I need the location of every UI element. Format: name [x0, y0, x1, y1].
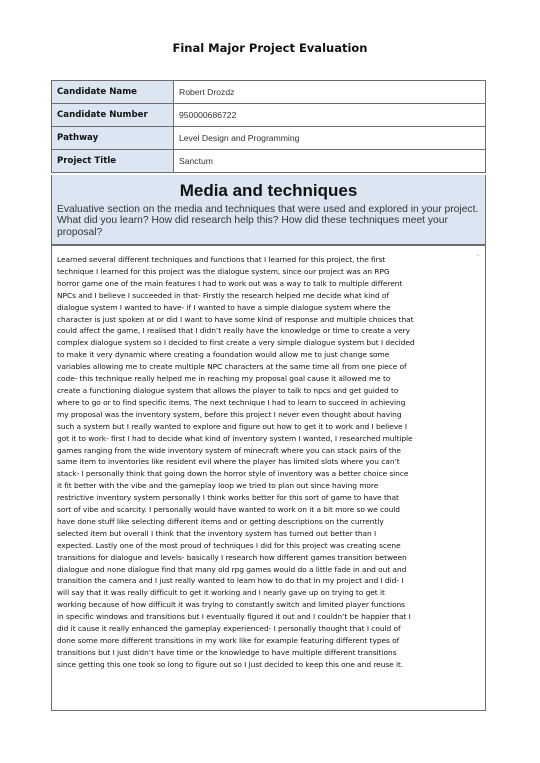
table-row — [52, 127, 486, 150]
body-line: same item to inventories like resident evil where the player has limited slots where you can’t — [57, 457, 400, 467]
document-title: Final Major Project Evaluation — [172, 41, 368, 55]
body-line: in specific windows and transitions but I eventually figured it out and I couldn’t be happier that I — [57, 612, 411, 622]
media-techniques-header — [51, 175, 486, 245]
body-line: technique I learned for this project was the dialogue system, since our project was an RPG — [57, 266, 390, 276]
body-line: done some more different transitions in my work like for example featuring different types of — [57, 636, 400, 645]
body-line: character is just spoken at or did I want to have some kind of response and multiple choices that — [57, 314, 414, 324]
candidate-name-value[interactable]: Robert Drozdz — [174, 81, 486, 104]
body-line: complex dialogue system so I decided to first create a very simple dialogue system but I decided — [57, 338, 415, 348]
body-line: did it cause it really enhanced the gameplay experienced- I personally thought that I could of — [57, 624, 401, 634]
candidate-number-label: Candidate Number — [52, 104, 174, 127]
body-line: such a system but I really wanted to explore and figure out how to get it to work and I believe I — [57, 421, 408, 431]
body-line: Learned several different techniques and functions that I learned for this project, the first — [57, 255, 386, 264]
evaluation-text-field[interactable] — [51, 245, 486, 711]
body-line: transition the camera and I just really wanted to learn how to do that in my project and I did- I — [57, 576, 404, 586]
body-line: will say that it was really difficult to get it working and I nearly gave up on trying to get it — [57, 588, 385, 598]
body-line: selected item but overall I think that the inventory system has turned out better than I — [57, 528, 377, 538]
body-line: got it to work- first I had to decide what kind of inventory system I wanted, I researched multiple — [57, 433, 413, 443]
body-line: it fit better with the vibe and the gameplay loop we tried to plan out since having more — [57, 481, 379, 491]
body-line: to make it very dynamic where creating a foundation would allow me to just change some — [57, 350, 390, 360]
body-line: could affect the game, I realised that I didn’t really have the knowledge or time to create a very — [57, 326, 410, 336]
section-heading: Media and techniques — [179, 181, 358, 200]
body-line: expected. Lastly one of the most proud of techniques I did for this project was creating scene — [57, 540, 401, 550]
body-line: sort of vibe and scarcity. I personally would have wanted to work on it a bit more so we could — [57, 505, 400, 515]
project-title-value[interactable]: Sanctum — [174, 150, 486, 173]
candidate-info-table — [51, 80, 486, 173]
body-line: transitions but I just didn’t have time or the knowledge to have multiple different transitions — [57, 647, 397, 657]
body-line: restrictive inventory system personally I think works better for this sort of game to have that — [57, 493, 399, 503]
body-line: stack- I personally think that going down the horror style of inventory was a better choice since — [57, 469, 409, 479]
pathway-label: Pathway — [52, 127, 174, 150]
body-line: NPCs and I believe I succeeded in that- Firstly the research helped me decide what kind of — [57, 290, 390, 300]
body-line: horror game one of the main features I had to work out was a way to talk to multiple different — [57, 278, 403, 288]
evaluation-body-text — [57, 254, 481, 671]
body-line: create a functioning dialogue system that allows the player to talk to npcs and get guided to — [57, 385, 399, 395]
body-line: my proposal was the inventory system, before this project I never even thought about having — [57, 409, 402, 419]
body-line: since getting this one took so long to figure out so I just decided to keep this one and reuse it. — [57, 659, 404, 669]
table-row — [52, 104, 486, 127]
body-line: games ranging from the wide inventory system of minecraft where you can stack pairs of the — [57, 445, 401, 455]
section-description: Evaluative section on the media and techniques that were used and explored in your project. What did you learn? How did research help this? How did these techniques meet your proposal? — [57, 204, 479, 238]
table-row — [52, 81, 486, 104]
body-line: have done stuff like selecting different items and or getting descriptions on the currently — [57, 516, 384, 526]
chevron-down-icon: ⌄ — [475, 250, 481, 258]
body-line: code- this technique really helped me in reaching my proposal goal cause it allowed me to — [57, 374, 391, 384]
project-title-label: Project Title — [52, 150, 174, 173]
table-row — [52, 150, 486, 173]
pathway-value[interactable]: Level Design and Programming — [174, 127, 486, 150]
body-line: dialogue and none dialogue find that many old rpg games would do a little fade in and out and — [57, 564, 407, 574]
candidate-number-value[interactable]: 950000686722 — [174, 104, 486, 127]
candidate-name-label: Candidate Name — [52, 81, 174, 104]
body-line: where to go or to find specific items. The next technique I had to learn to succeed in achieving — [57, 397, 406, 407]
body-line: variables allowing me to create multiple NPC characters at the same time all from one piece of — [57, 362, 407, 372]
body-line: transitions for dialogue and levels- basically I research how different games transition between — [57, 552, 407, 562]
body-line: dialogue system I wanted to have- if I wanted to have a simple dialogue system where the — [57, 302, 391, 312]
body-line: working because of how difficult it was trying to constantly switch and limited player functions — [57, 600, 405, 610]
